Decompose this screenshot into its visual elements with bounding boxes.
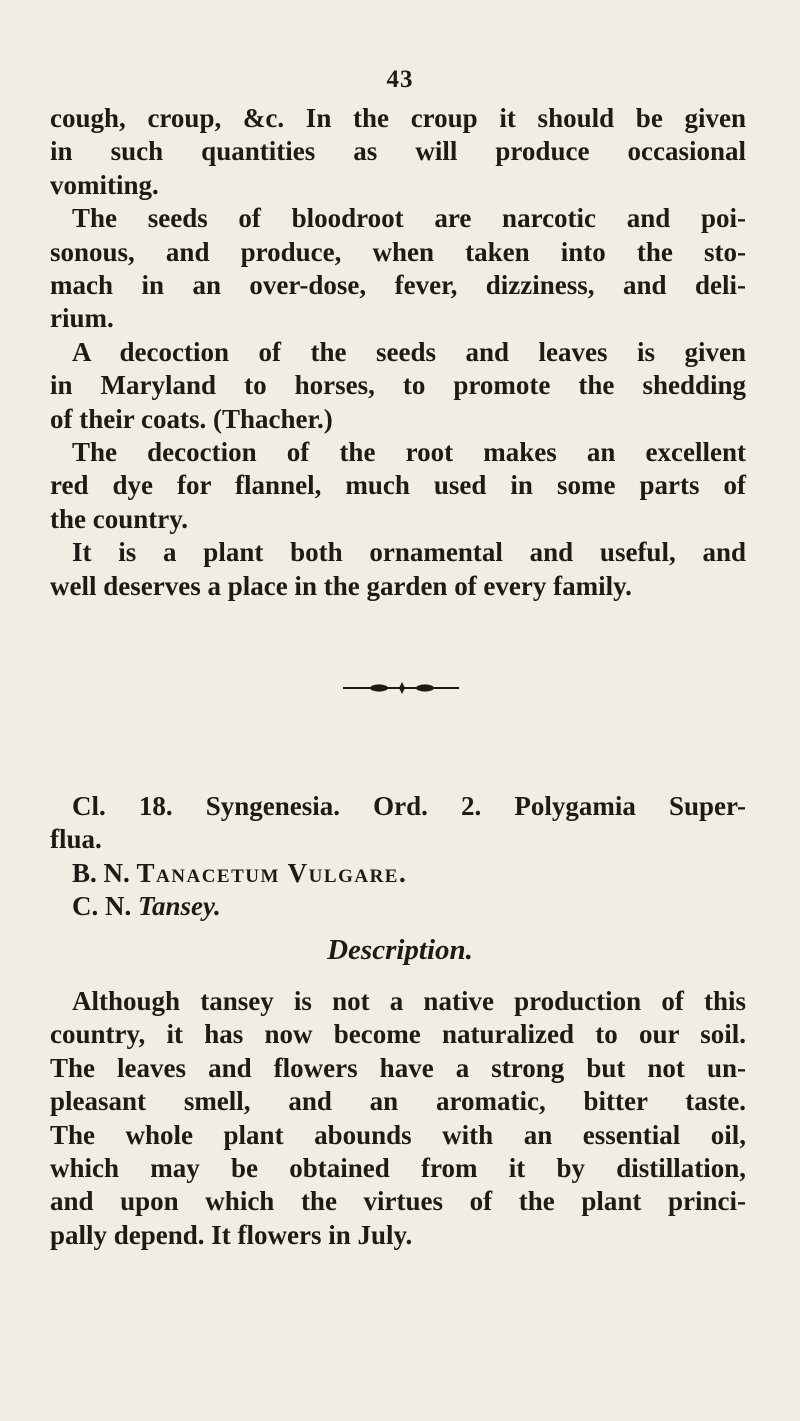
text-line: pleasant smell, and an aromatic, bitter taste.: [50, 1086, 746, 1117]
text-line: mach in an over-dose, fever, dizziness, and deli-: [50, 270, 746, 301]
divider-center-diamond: [399, 682, 405, 694]
tansey-description: [50, 985, 746, 1252]
common-name-label: C. N.: [72, 891, 132, 922]
text-line: which may be obtained from it by distillation,: [50, 1153, 746, 1184]
text-line: country, it has now become naturalized to our soil.: [50, 1019, 746, 1050]
botanical-name-line: [50, 857, 746, 890]
text-line: It is a plant both ornamental and useful, and: [72, 537, 746, 568]
text-line: the country.: [50, 503, 188, 534]
text-line: of their coats. (Thacher.): [50, 403, 333, 434]
botanical-name-label: B. N.: [72, 857, 130, 888]
botanical-name: Tanacetum Vulgare.: [136, 857, 408, 888]
text-line: in Maryland to horses, to promote the shedding: [50, 370, 746, 401]
class-line: Cl. 18. Syngenesia. Ord. 2. Polygamia Super-: [72, 791, 746, 821]
text-line: The leaves and flowers have a strong but not un-: [50, 1052, 746, 1083]
common-name: Tansey.: [138, 891, 221, 922]
text-line: vomiting.: [50, 169, 159, 200]
common-name-line: [50, 890, 746, 923]
text-line: cough, croup, &c. In the croup it should be given: [50, 103, 746, 133]
text-line: sonous, and produce, when taken into the sto-: [50, 236, 746, 267]
text-line: Although tansey is not a native production of this: [72, 986, 746, 1016]
text-line: red dye for flannel, much used in some parts of: [50, 470, 746, 501]
ornamental-divider: [341, 678, 461, 698]
text-line: rium.: [50, 303, 114, 334]
text-line: pally depend. It flowers in July.: [50, 1219, 413, 1250]
divider-right-swell: [416, 684, 434, 691]
section-heading: Description.: [327, 934, 473, 966]
classification-block: [50, 790, 746, 924]
text-line: The decoction of the root makes an excellent: [72, 437, 746, 468]
text-line: The whole plant abounds with an essential oil,: [50, 1119, 746, 1150]
class-line-continued: flua.: [50, 824, 102, 855]
divider-left-swell: [370, 684, 388, 691]
text-line: in such quantities as will produce occasional: [50, 136, 746, 167]
page-number: 43: [386, 66, 414, 93]
bloodroot-paragraphs: [50, 102, 746, 603]
text-line: and upon which the virtues of the plant princi-: [50, 1186, 746, 1217]
text-line: well deserves a place in the garden of every family.: [50, 570, 632, 601]
text-line: The seeds of bloodroot are narcotic and poi-: [72, 203, 746, 234]
text-line: A decoction of the seeds and leaves is given: [72, 336, 746, 367]
